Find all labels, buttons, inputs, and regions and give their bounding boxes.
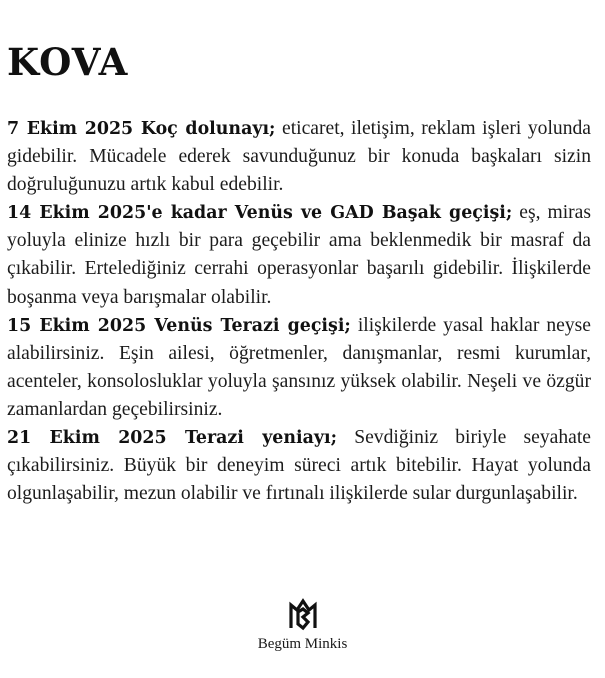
paragraph-body: ilişkilerde yasal haklar neyse alabilirsiniz. Eşin ailesi, öğretmenler, danışmanlar, resmi kurumlar, acenteler, konsolosluklar yoluyla şansınız yüksek olabilir. Neşeli ve özgür zamanlardan geçebilirsiniz.: [7, 314, 591, 420]
horoscope-content: [7, 115, 591, 508]
paragraph-body: Sevdiğiniz biriyle seyahate çıkabilirsiniz. Büyük bir deneyim süreci artık bitebilir. Hayat yolunda olgunlaşabilir, mezun olabilir ve fırtınalı ilişkilerde sular durgunlaşabilir.: [7, 427, 591, 505]
paragraph-venus-gad-basak: [7, 199, 591, 311]
paragraph-heading: 14 Ekim 2025'e kadar Venüs ve GAD Başak geçişi;: [7, 203, 513, 224]
paragraph-terazi-yeniayi: [7, 424, 591, 508]
paragraph-heading: 15 Ekim 2025 Venüs Terazi geçişi;: [7, 315, 351, 336]
paragraph-koc-dolunayi: [7, 115, 591, 199]
bm-monogram-logo-icon: [288, 598, 318, 632]
paragraph-venus-terazi: [7, 312, 591, 424]
paragraph-heading: 7 Ekim 2025 Koç dolunayı;: [7, 119, 276, 139]
page-title: KOVA: [7, 40, 129, 84]
paragraph-body: eş, miras yoluyla elinize hızlı bir para geçebilir ama beklenmedik bir masraf da çıkabilir. Ertelediğiniz cerrahi operasyonlar başarılı gidebilir. İlişkilerde boşanma veya barışmalar olabilir.: [7, 202, 591, 308]
author-signature: Begüm Minkis: [257, 636, 348, 652]
paragraph-body: eticaret, iletişim, reklam işleri yolunda gidebilir. Mücadele ederek savunduğunuz bir konuda başkaları sizin doğruluğunuzu artık kabul edebilir.: [7, 118, 591, 196]
paragraph-heading: 21 Ekim 2025 Terazi yeniayı;: [7, 428, 338, 449]
author-footer: [0, 598, 605, 653]
